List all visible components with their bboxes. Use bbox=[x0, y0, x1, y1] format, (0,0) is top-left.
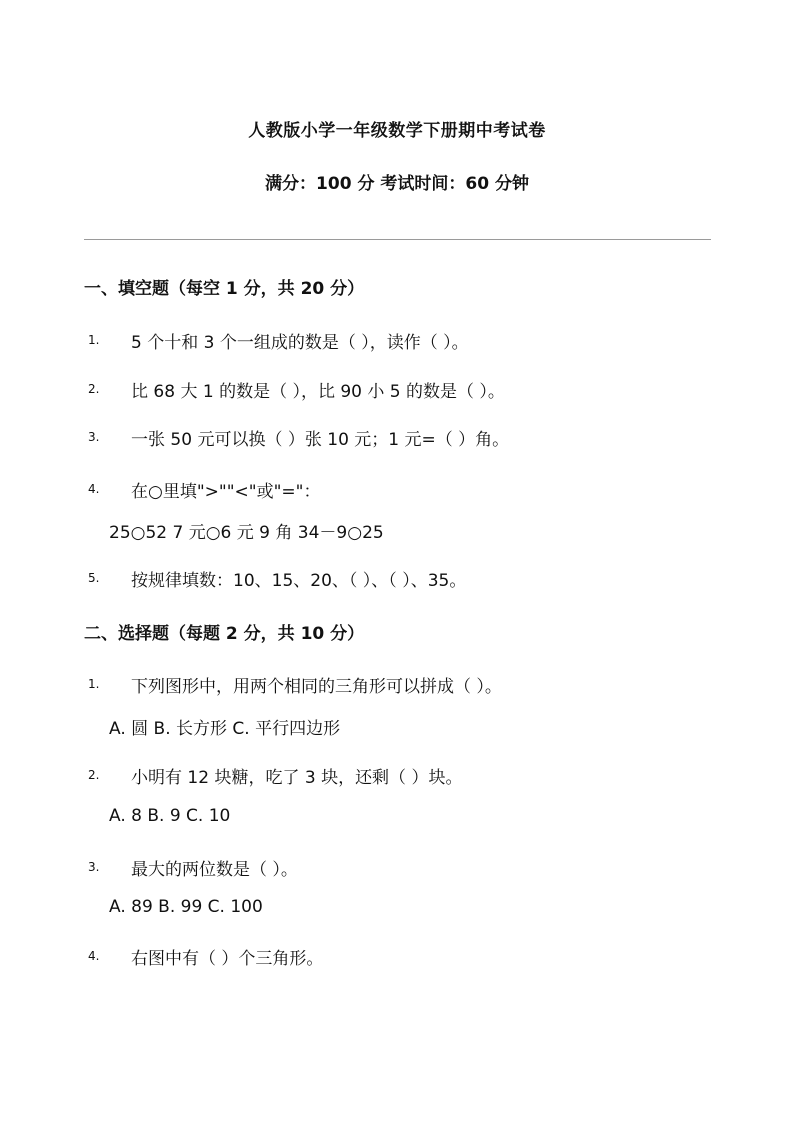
question-number: 4. bbox=[88, 482, 100, 496]
question-text: 一张 50 元可以换（ ）张 10 元；1 元=（ ）角。 bbox=[131, 430, 510, 450]
question-text: 最大的两位数是（ ）。 bbox=[131, 860, 298, 880]
question-text: 下列图形中，用两个相同的三角形可以拼成（ ）。 bbox=[131, 677, 502, 697]
question-number: 4. bbox=[88, 949, 100, 963]
question-number: 2. bbox=[88, 382, 100, 396]
divider bbox=[84, 239, 711, 240]
page-subtitle: 满分：100 分 考试时间：60 分钟 bbox=[265, 174, 529, 194]
question-options: A. 8 B. 9 C. 10 bbox=[109, 806, 231, 826]
page-title: 人教版小学一年级数学下册期中考试卷 bbox=[248, 121, 546, 141]
question-number: 1. bbox=[88, 677, 100, 691]
question-text: 在○里填">""<"或"="： bbox=[131, 482, 321, 502]
question-text: 小明有 12 块糖，吃了 3 块，还剩（ ）块。 bbox=[131, 768, 463, 788]
question-number: 1. bbox=[88, 333, 100, 347]
section-heading-multiple-choice: 二、选择题（每题 2 分，共 10 分） bbox=[84, 624, 365, 644]
question-number: 2. bbox=[88, 768, 100, 782]
question-text: 右图中有（ ）个三角形。 bbox=[131, 949, 324, 969]
question-text: 5 个十和 3 个一组成的数是（ ），读作（ ）。 bbox=[131, 333, 469, 353]
question-number: 5. bbox=[88, 571, 100, 585]
question-text: 按规律填数：10、15、20、（ ）、（ ）、35。 bbox=[131, 571, 467, 591]
question-options: A. 圆 B. 长方形 C. 平行四边形 bbox=[109, 719, 341, 739]
question-text: 比 68 大 1 的数是（ ），比 90 小 5 的数是（ ）。 bbox=[131, 382, 505, 402]
section-heading-fill-in: 一、填空题（每空 1 分，共 20 分） bbox=[84, 279, 365, 299]
question-number: 3. bbox=[88, 860, 100, 874]
question-number: 3. bbox=[88, 430, 100, 444]
question-options: A. 89 B. 99 C. 100 bbox=[109, 897, 263, 917]
question-subline: 25○52 7 元○6 元 9 角 34－9○25 bbox=[109, 523, 384, 543]
